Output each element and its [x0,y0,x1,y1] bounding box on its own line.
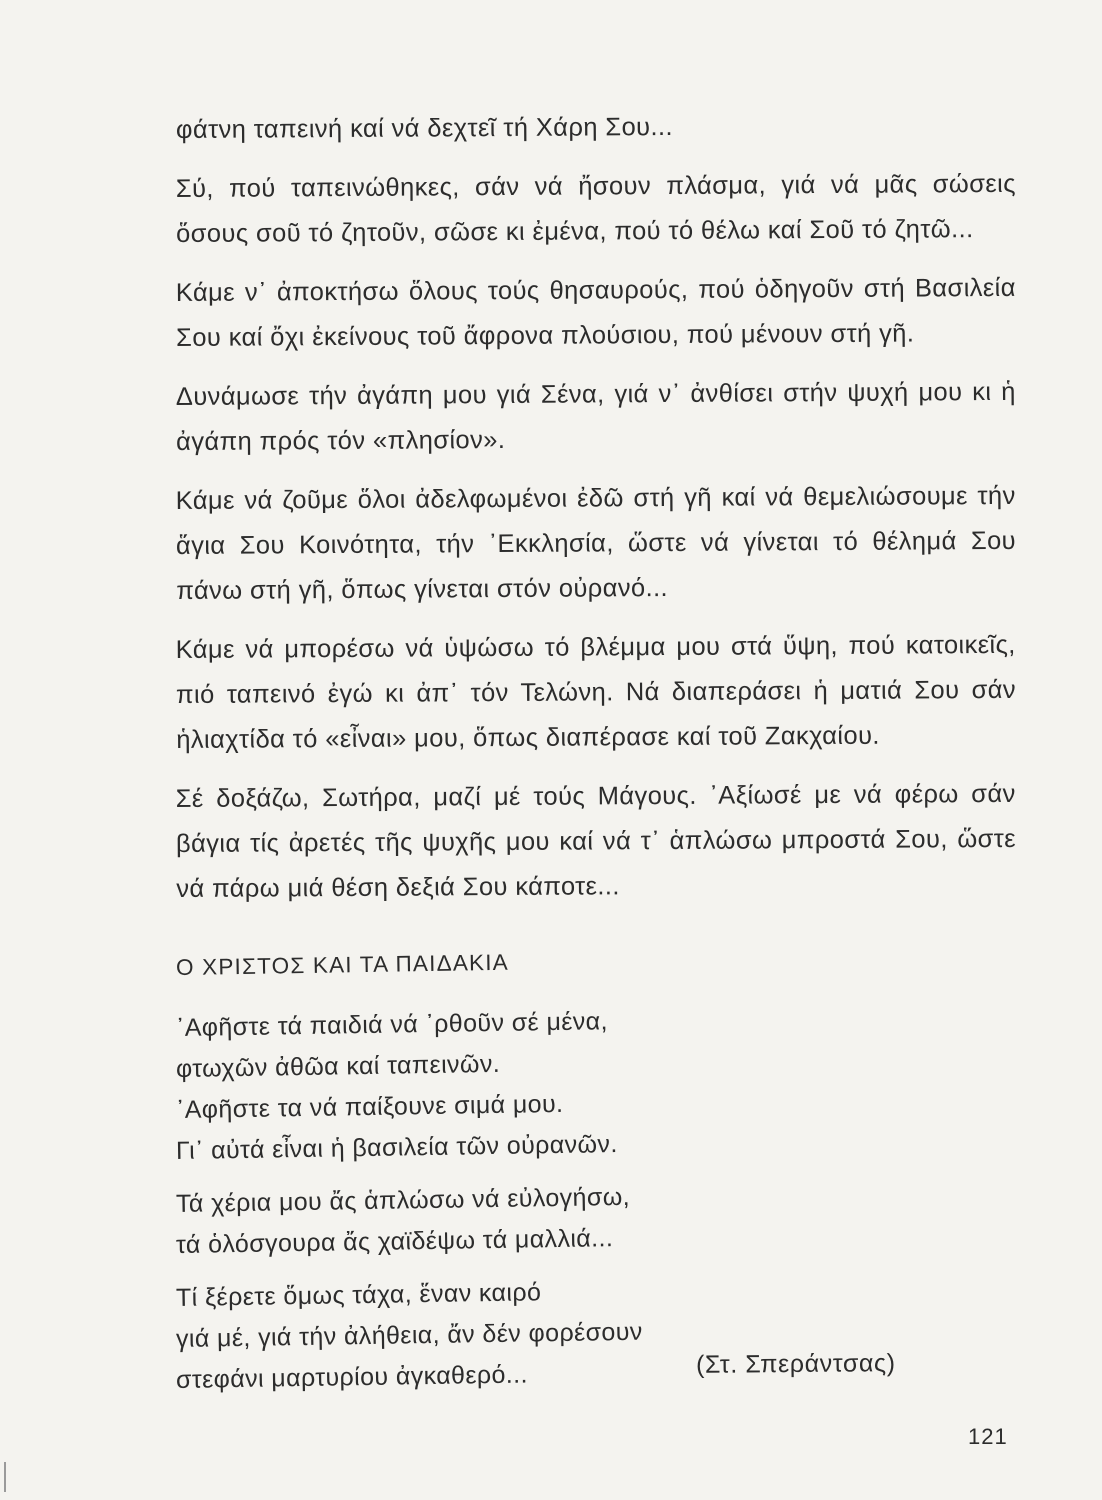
prayer-paragraph-2: Σύ, πού ταπεινώθηκες, σάν νά ἤσουν πλάσμα, γιά νά μᾶς σώσεις ὅσους σοῦ τό ζητοῦν, σῶσε κι ἐμένα, πού τό θέλω καί Σοῦ τό ζητῶ... [175,169,1016,248]
poem-stanza-2 [176,1184,996,1266]
poem-title: Ο ΧΡΙΣΤΟΣ ΚΑΙ ΤΑ ΠΑΙΔΑΚΙΑ [175,949,510,980]
poem-line: Τί ξέρετε ὅμως τάχα, ἕναν καιρό [175,1278,542,1312]
prayer-paragraph-6: Κάμε νά μπορέσω νά ὑψώσω τό βλέμμα μου στά ὕψη, πού κατοικεῖς, πιό ταπεινό ἐγώ κι ἀπ᾽ τόν Τελώνη. Νά διαπεράσει ἡ ματιά Σου σάν ἡλιαχτίδα τό «εἶναι» μου, ὅπως διαπέρασε καί τοῦ Ζακχαίου. [175,630,1017,754]
prayer-paragraph-5: Κάμε νά ζοῦμε ὅλοι ἀδελφωμένοι ἐδῶ στή γῆ καί νά θεμελιώσουμε τήν ἅγια Σου Κοινότητα, τήν ᾽Εκκλησία, ὥστε νά γίνεται τό θέλημά Σου πάνω στή γῆ, ὅπως γίνεται στόν οὐρανό... [175,481,1017,605]
prayer-paragraph-4: Δυνάμωσε τήν ἀγάπη μου γιά Σένα, γιά ν᾽ ἀνθίσει στήν ψυχή μου κι ἡ ἀγάπη πρός τόν «πλησίον». [175,377,1016,456]
poem-line: φτωχῶν ἀθῶα καί ταπεινῶν. [175,1049,501,1083]
poem-attribution: (Στ. Σπεράντσας) [695,1349,896,1379]
prayer-paragraph-1: φάτνη ταπεινή καί νά δεχτεῖ τή Χάρη Σου... [175,112,673,144]
poem-stanza-3 [176,1278,996,1401]
poem-line: ᾽Αφῆστε τά παιδιά νά ᾽ρθοῦν σέ μένα, [175,1007,609,1042]
page-edge-mark [4,1462,6,1492]
poem-line: Γι᾽ αὐτά εἶναι ἡ βασιλεία τῶν οὐρανῶν. [175,1130,618,1165]
poem-line: ᾽Αφῆστε τα νά παίξουνε σιμά μου. [175,1089,564,1124]
poem-line: Τά χέρια μου ἄς ἁπλώσω νά εὐλογήσω, [175,1182,631,1218]
poem-stanza-1 [176,1008,996,1172]
prayer-paragraph-7: Σέ δοξάζω, Σωτήρα, μαζί μέ τούς Μάγους. ᾽Αξίωσέ με νά φέρω σάν βάγια τίς ἀρετές τῆς ψυχῆς μου καί νά τ᾽ ἁπλώσω μπροστά Σου, ὥστε νά πάρω μιά θέση δεξιά Σου κάποτε... [175,779,1017,903]
poem-line: γιά μέ, γιά τήν ἀλήθεια, ἄν δέν φορέσουν [175,1317,643,1353]
prayer-text [176,108,1016,926]
prayer-paragraph-3: Κάμε ν᾽ ἀποκτήσω ὅλους τούς θησαυρούς, πού ὁδηγοῦν στή Βασιλεία Σου καί ὄχι ἐκείνους τοῦ ἄφρονα πλούσιου, πού μένουν στή γῆ. [175,273,1016,352]
page-number: 121 [968,1424,1008,1449]
poem-line: τά ὁλόσγουρα ἄς χαϊδέψω τά μαλλιά... [175,1224,614,1259]
poem-line: στεφάνι μαρτυρίου ἀγκαθερό... [175,1360,529,1394]
